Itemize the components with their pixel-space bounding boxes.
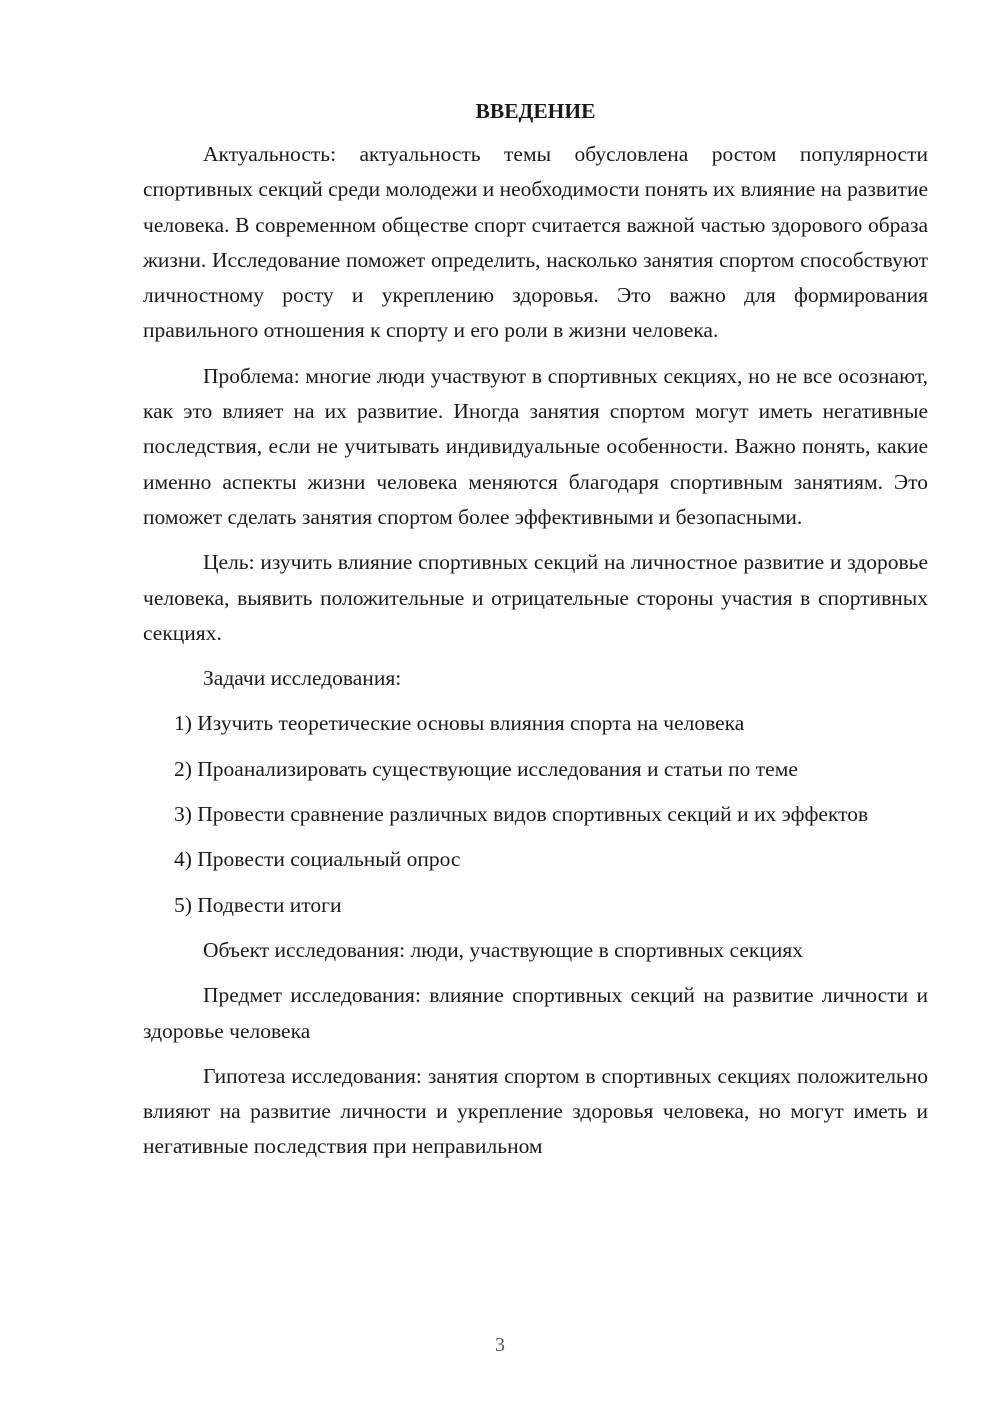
task-item-2: 2) Проанализировать существующие исследования и статьи по теме bbox=[174, 756, 798, 781]
task-item-3: 3) Провести сравнение различных видов спортивных секций и их эффектов bbox=[174, 802, 869, 827]
object-paragraph: Объект исследования: люди, участвующие в спортивных секциях bbox=[203, 937, 803, 962]
task-item-5: 5) Подвести итоги bbox=[174, 892, 342, 917]
actuality-paragraph: Актуальность: актуальность темы обусловлена ростом популярности спортивных секций среди молодежи и необходимости понять их влияние на развитие человека. В современном обществе спорт считается важной частью здорового образа жизни. Исследование поможет определить, насколько занятия спортом способствуют личностному росту и укреплению здоровья. Это важно для формирования правильного отношения к спорту и его роли в жизни человека. bbox=[143, 142, 928, 343]
tasks-heading: Задачи исследования: bbox=[203, 666, 402, 691]
task-item-1: 1) Изучить теоретические основы влияния спорта на человека bbox=[174, 711, 745, 736]
subject-paragraph: Предмет исследования: влияние спортивных секций на развитие личности и здоровье человека bbox=[143, 983, 928, 1043]
hypothesis-paragraph: Гипотеза исследования: занятия спортом в спортивных секциях положительно влияют на развитие личности и укрепление здоровья человека, но могут иметь и негативные последствия при неправильном bbox=[143, 1063, 928, 1159]
page-number: 3 bbox=[495, 1334, 505, 1356]
task-item-4: 4) Провести социальный опрос bbox=[174, 847, 461, 872]
goal-paragraph: Цель: изучить влияние спортивных секций на личностное развитие и здоровье человека, выявить положительные и отрицательные стороны участия в спортивных секциях. bbox=[143, 550, 928, 645]
document-page bbox=[143, 94, 928, 1175]
section-title: ВВЕДЕНИЕ bbox=[475, 99, 596, 123]
problem-paragraph: Проблема: многие люди участвуют в спортивных секциях, но не все осознают, как это влияет на их развитие. Иногда занятия спортом могут иметь негативные последствия, если не учитывать индивидуальные особенности. Важно понять, какие именно аспекты жизни человека меняются благодаря спортивным занятиям. Это поможет сделать занятия спортом более эффективными и безопасными. bbox=[143, 363, 928, 529]
